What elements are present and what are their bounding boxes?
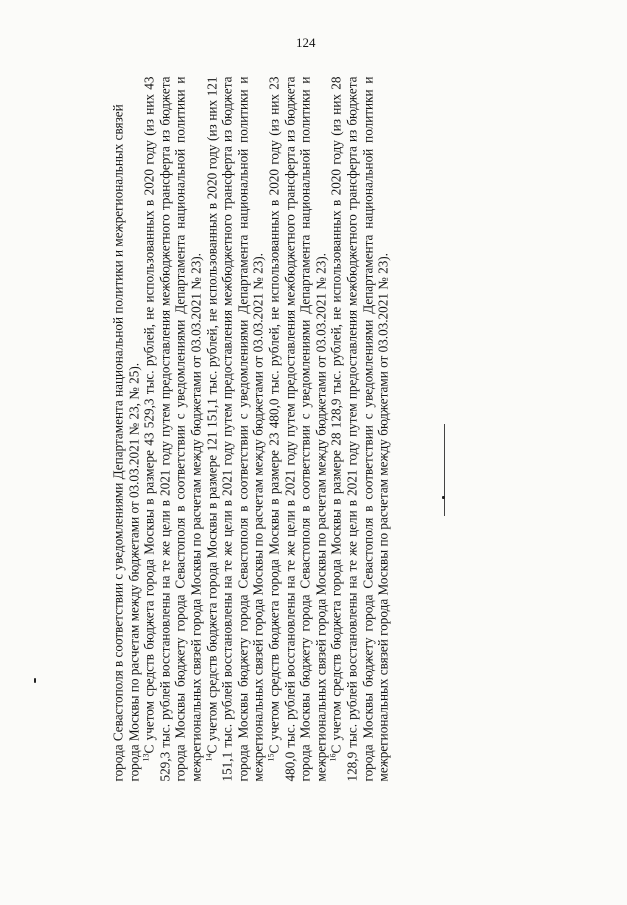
- footnote-text: С учетом средств бюджета города Москвы в размере 43 529,3 тыс. рублей, не использованных в 2020 году (из них 43 529,3 тыс. рублей восстановлены на те же цели в 2021 году путем предоставления межбюджетного трансферта из бюджета города Москвы бюджету города Севастополя в соответствии с уведомлениями Департамента национальной политики и межрегиональных связей города Москвы по расчетам между бюджетами от 03.03.2021 № 23).: [141, 76, 203, 782]
- footnote-13: [141, 77, 203, 782]
- footnote-16: [328, 77, 390, 782]
- rotated-text-block: [110, 77, 410, 782]
- footnote-marker: 14: [203, 753, 213, 762]
- intro-line-1: города Севастополя в соответствии с уведомлениями Департамента национальной политики и межрегиональных связей: [110, 104, 125, 782]
- end-separator-line: [444, 424, 445, 516]
- footnote-text: С учетом средств бюджета города Москвы в размере 28 128,9 тыс. рублей, не использованных в 2020 году (из них 28 128,9 тыс. рублей восстановлены на те же цели в 2021 году путем предоставления межбюджетного трансферта из бюджета города Москвы бюджету города Севастополя в соответствии с уведомлениями Департамента национальной политики и межрегиональных связей города Москвы по расчетам между бюджетами от 03.03.2021 № 23).: [328, 76, 391, 782]
- intro-line-2: города Москвы по расчетам между бюджетами от 03.03.2021 № 23, № 25).: [125, 362, 141, 782]
- footnote-15: [266, 77, 328, 782]
- footnote-marker: 13: [141, 753, 151, 762]
- page-number: 124: [296, 35, 316, 50]
- scan-speck: [442, 496, 445, 499]
- scan-speck: [34, 678, 36, 683]
- footnote-text: С учетом средств бюджета города Москвы в размере 23 480,0 тыс. рублей, не использованных в 2020 году (из них 23 480,0 тыс. рублей восстановлены на те же цели в 2021 году путем предоставления межбюджетного трансферта из бюджета города Москвы бюджету города Севастополя в соответствии с уведомлениями Департамента национальной политики и межрегиональных связей города Москвы по расчетам между бюджетами от 03.03.2021 № 23).: [265, 76, 328, 782]
- footnote-14: [204, 77, 266, 782]
- footnote-marker: 15: [265, 753, 275, 762]
- footnote-text: С учетом средств бюджета города Москвы в размере 121 151,1 тыс. рублей, не использованных в 2020 году (из них 121 151,1 тыс. рублей восстановлены на те же цели в 2021 году путем предоставления межбюджетного трансферта из бюджета города Москвы бюджету города Севастополя в соответствии с уведомлениями Департамента национальной политики и межрегиональных связей города Москвы по расчетам между бюджетами от 03.03.2021 № 23).: [203, 76, 266, 782]
- footnote-marker: 16: [328, 753, 338, 762]
